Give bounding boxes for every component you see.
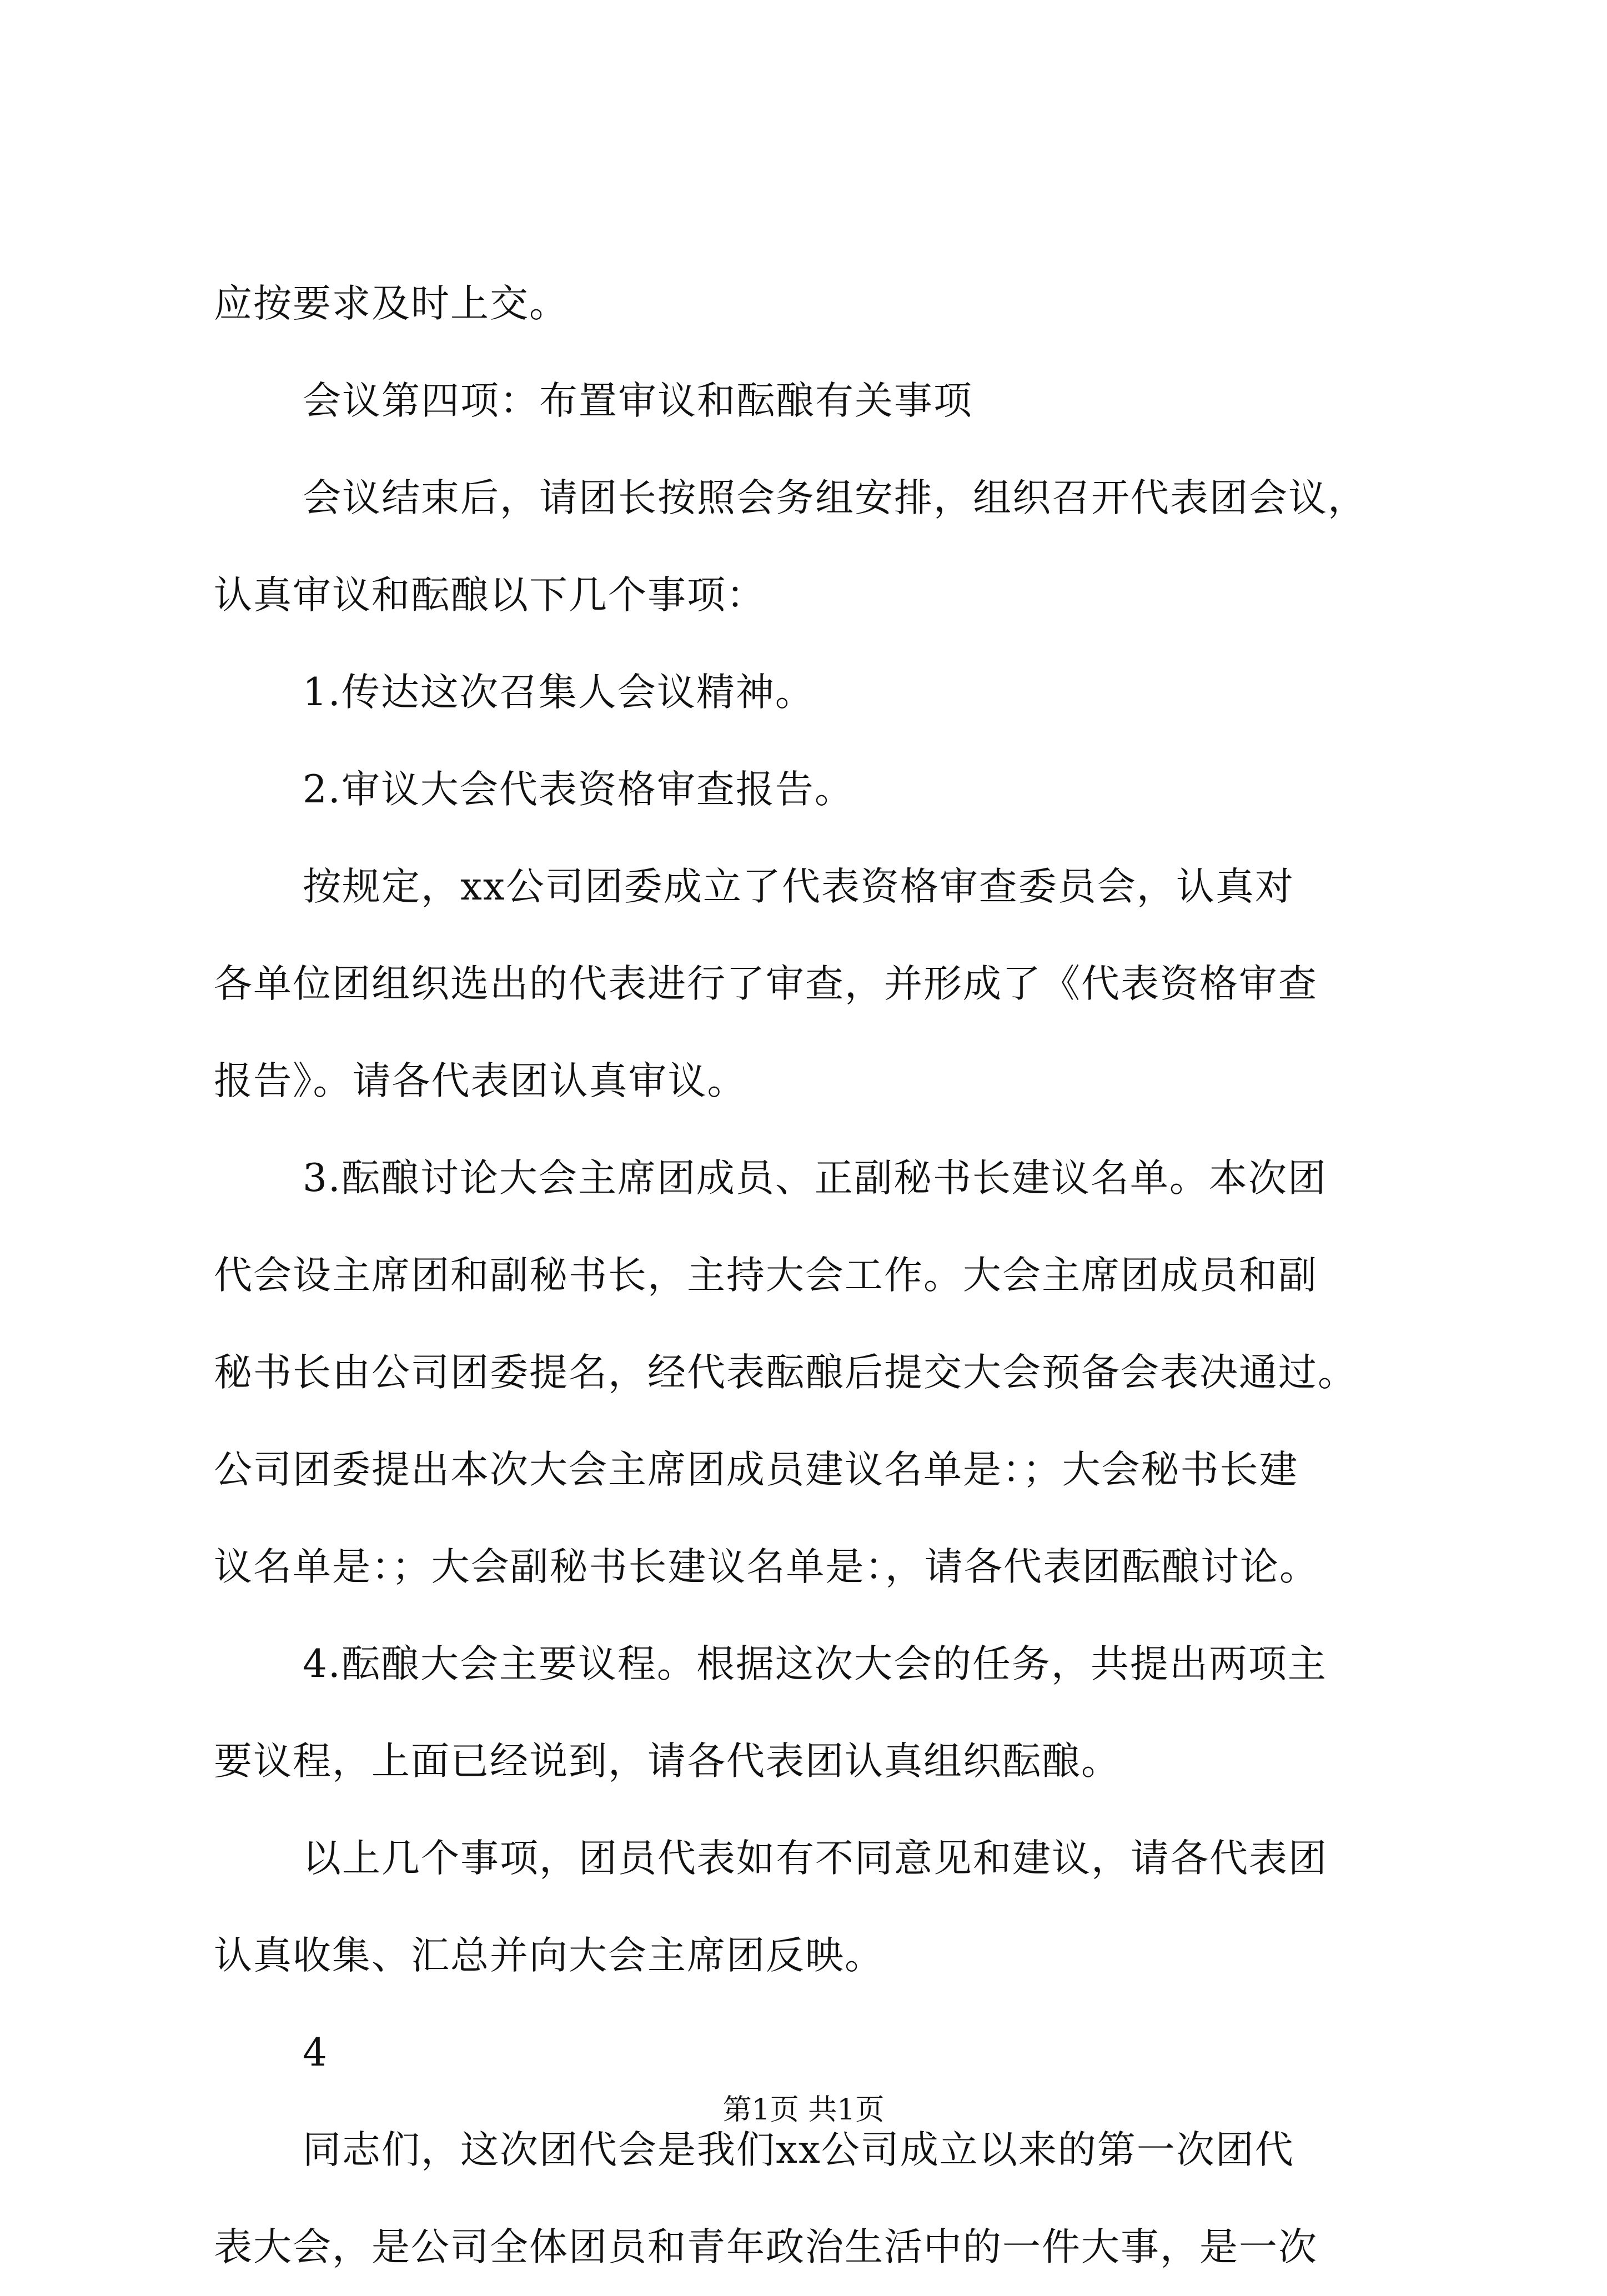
text-line: 应按要求及时上交。 (214, 282, 569, 326)
text-line: 代会设主席团和副秘书长，主持大会工作。大会主席团成员和副 (214, 1253, 1318, 1298)
text-line: 会议结束后，请团长按照会务组安排，组织召开代表团会议， (303, 476, 1367, 520)
text-line: 按规定，xx公司团委成立了代表资格审查委员会，认真对 (303, 865, 1294, 909)
text-line: 认真收集、汇总并向大会主席团反映。 (214, 1933, 884, 1978)
text-line: 秘书长由公司团委提名，经代表酝酿后提交大会预备会表决通过。 (214, 1350, 1357, 1395)
text-line: 要议程，上面已经说到，请各代表团认真组织酝酿。 (214, 1739, 1121, 1783)
text-line: 认真审议和酝酿以下几个事项： (214, 573, 766, 617)
text-line: 1.传达这次召集人会议精神。 (303, 670, 815, 715)
text-line: 表大会，是公司全体团员和青年政治生活中的一件大事，是一次 (214, 2225, 1318, 2269)
text-line: 4 (303, 2031, 328, 2075)
text-line: 报告》。请各代表团认真审议。 (214, 1059, 747, 1103)
text-line: 3.酝酿讨论大会主席团成员、正副秘书长建议名单。本次团 (303, 1156, 1327, 1200)
text-line: 会议第四项：布置审议和酝酿有关事项 (303, 379, 973, 423)
text-line: 各单位团组织选出的代表进行了审查，并形成了《代表资格审查 (214, 962, 1318, 1006)
text-line: 议名单是：；大会副秘书长建议名单是：，请各代表团酝酿讨论。 (214, 1545, 1319, 1589)
document-body (214, 255, 1408, 2296)
text-line: 同志们，这次团代会是我们xx公司成立以来的第一次团代 (303, 2128, 1294, 2172)
text-line: 2.审议大会代表资格审查报告。 (303, 767, 854, 812)
text-line: 4.酝酿大会主要议程。根据这次大会的任务，共提出两项主 (303, 1642, 1327, 1686)
page-footer: 第1页 共1页 (722, 2093, 885, 2127)
text-line: 以上几个事项，团员代表如有不同意见和建议，请各代表团 (303, 1836, 1328, 1881)
text-line: 公司团委提出本次大会主席团成员建议名单是：；大会秘书长建 (214, 1448, 1299, 1492)
